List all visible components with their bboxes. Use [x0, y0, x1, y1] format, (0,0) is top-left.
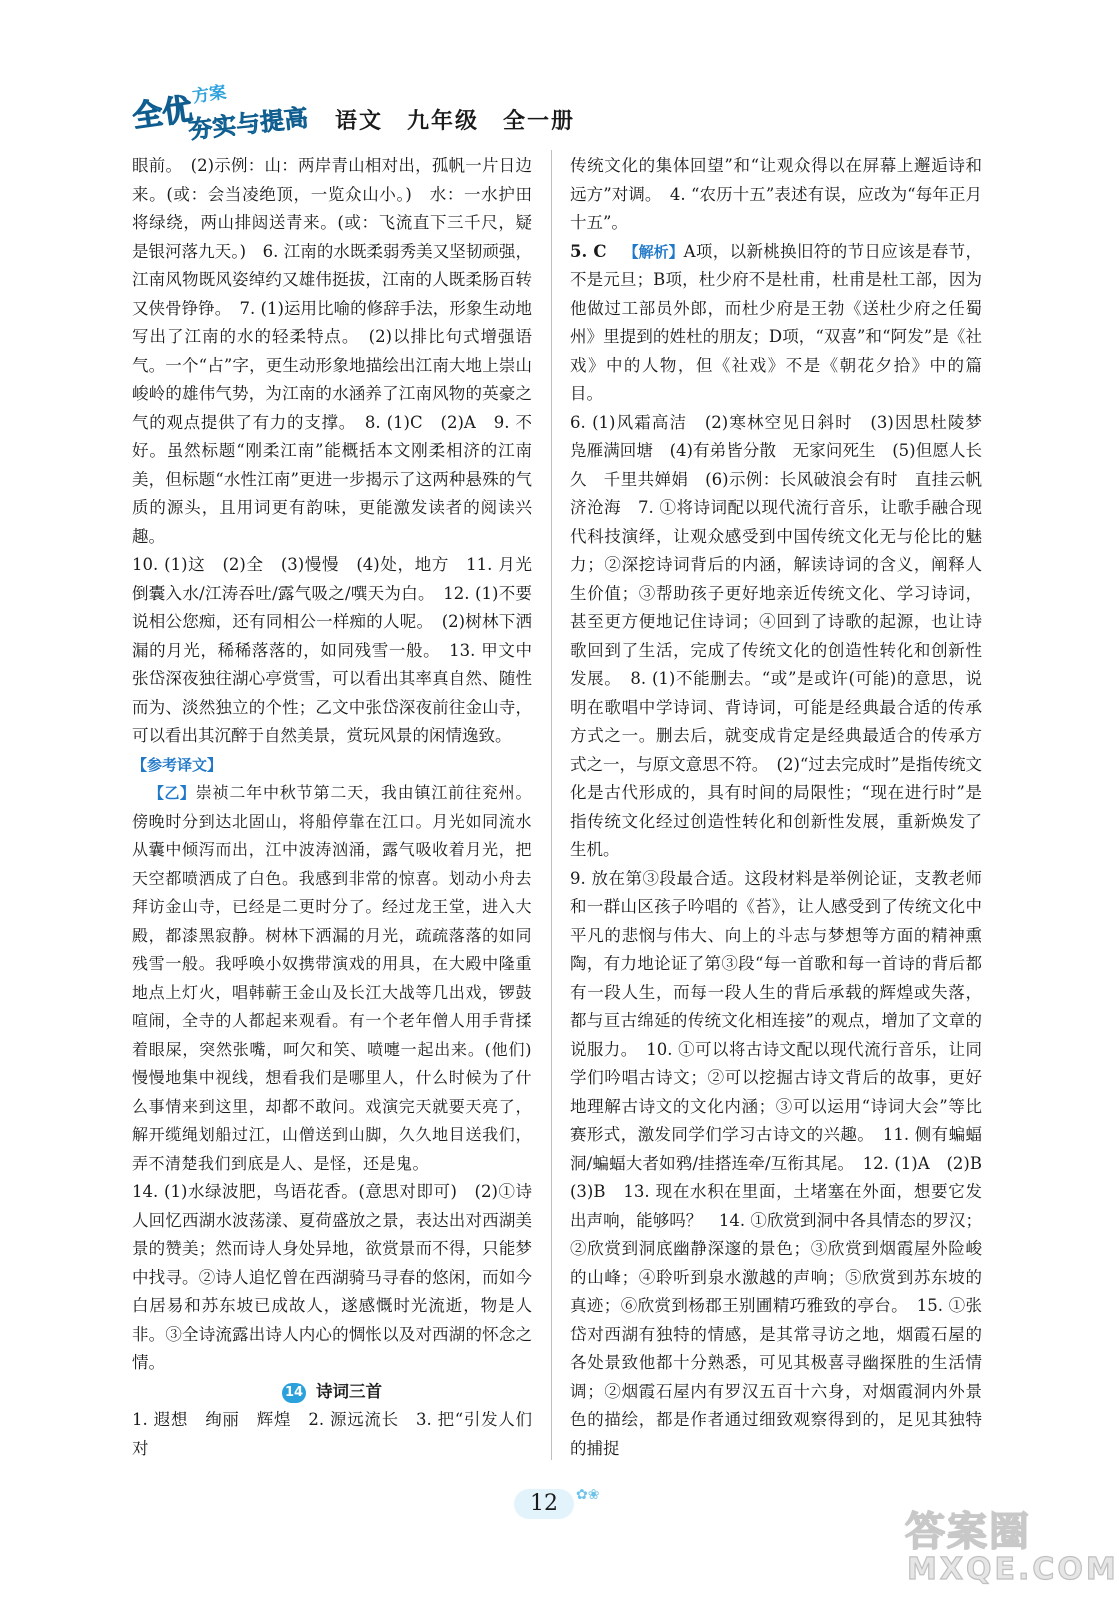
book-title: 语文 九年级 全一册 [335, 109, 576, 134]
column-divider [551, 150, 552, 1460]
answer-paragraph: 传统文化的集体回望”和“让观众得以在屏幕上邂逅诗和远方”对调。 4. “农历十五”表述有误，应改为“每年正月十五”。 [570, 156, 982, 232]
watermark-text-en: MXQE.COM [907, 1552, 1119, 1587]
logo-text-sub2: 夯实与提高 [187, 103, 310, 145]
answer-paragraph: 10. (1)这 (2)全 (3)慢慢 (4)处，地方 11. 月光倒囊入水/江涛吞吐/露气吸之/噀天为白。 12. (1)不要说相公您痴，还有同相公一样痴的人呢。 (2)树林下洒漏的月光，稀稀落落的，如同残雪一般。 13. 甲文中张岱深夜独往湖心亭赏雪，可以看出其率真自然、随性而为、淡然独立的个性；乙文中张岱深夜前往金山寺，可以看出其沉醉于自然美景，赏玩风景的闲情逸致。 [132, 555, 532, 745]
left-column [132, 152, 532, 1463]
logo-text-sub1: 方案 [191, 82, 228, 108]
watermark-logo [905, 1500, 1119, 1592]
section-number-badge: 14 [282, 1383, 306, 1403]
answer-paragraph: 14. (1)水绿波肥，鸟语花香。(意思对即可) (2)①诗人回忆西湖水波荡漾、夏荷盛放之景，表达出对西湖美景的赞美；然而诗人身处异地，欲赏景而不得，只能梦中找寻。②诗人追忆曾在西湖骑马寻春的悠闲，而如今白居易和苏东坡已成故人，遂感慨时光流逝，物是人非。③全诗流露出诗人内心的惆怅以及对西湖的怀念之情。 [132, 1182, 532, 1372]
translation-text: 崇祯二年中秋节第二天，我由镇江前往兖州。傍晚时分到达北固山，将船停靠在江口。月光如同流水从囊中倾泻而出，江中波涛汹涌，露气吸收着月光，把天空都喷洒成了白色。我感到非常的惊喜。划动小舟去拜访金山寺，已经是二更时分了。经过龙王堂，进入大殿，都漆黑寂静。树林下洒漏的月光，疏疏落落的如同残雪一般。我呼唤小奴携带演戏的用具，在大殿中隆重地点上灯火，唱韩蕲王金山及长江大战等几出戏，锣鼓喧闹，全寺的人都起来观看。有一个老年僧人用手背揉着眼屎，突然张嘴，呵欠和笑、喷嚏一起出来。(他们)慢慢地集中视线，想看我们是哪里人，什么时候为了什么事情来到这里，却都不敢问。戏演完天就要天亮了，解开缆绳划船过江，山僧送到山脚，久久地目送我们，弄不清楚我们到底是人、是怪，还是鬼。 [132, 783, 532, 1173]
translation-paragraph [132, 779, 532, 1178]
flower-decoration-icon: ✿❀ [576, 1487, 600, 1503]
answer-paragraph: 6. (1)风霜高洁 (2)寒林空见日斜时 (3)因思杜陵梦 凫雁满回塘 (4)有弟皆分散 无家问死生 (5)但愿人长久 千里共婵娟 (6)示例：长风破浪会有时 直挂云帆济沧海 7. ①将诗词配以现代流行音乐，让歌手融合现代科技演绎，让观众感受到中国传统文化无与伦比的魅力；②深挖诗词背后的内涵，解读诗词的含义，阐释人生价值；③帮助孩子更好地亲近传统文化、学习诗词，甚至更方便地记住诗词；④回到了诗歌的起源，也让诗歌回到了生活，完成了传统文化的创造性转化和创新性发展。 8. (1)不能删去。“或”是或许(可能)的意思，说明在歌唱中学诗词、背诗词，可能是经典最合适的传承方式之一。删去后，就变成肯定是经典最适合的传承方式之一，与原文意思不符。 (2)“过去完成时”是指传统文化是古代形成的，具有时间的局限性；“现在进行时”是指传统文化经过创造性转化和创新性发展，重新焕发了生机。 [570, 412, 999, 859]
brand-logo [130, 78, 320, 144]
answer-paragraph: 9. 放在第③段最合适。这段材料是举例论证，支教老师和一群山区孩子吟唱的《苔》，让人感受到了传统文化中平凡的悲悯与伟大、向上的斗志与梦想等方面的精神熏陶，有力地论证了第③段“每一首歌和每一首诗的背后都有一段人生，而每一段人生的背后承载的辉煌或失落，都与亘古绵延的传统文化相连接”的观点，增加了文章的说服力。 10. ①可以将古诗文配以现代流行音乐，让同学们吟唱古诗文；②可以挖掘古诗文背后的故事，更好地理解古诗文的文化内涵；③可以运用“诗词大会”等比赛形式，激发同学们学习古诗文的兴趣。 11. 侧有蝙蝠洞/蝙蝠大者如鸦/挂搭连牵/互衔其尾。 12. (1)A (2)B (3)B 13. 现在水积在里面，土堵塞在外面，想要它发出声响，能够吗？ 14. ①欣赏到洞中各具情态的罗汉；②欣赏到洞底幽静深邃的景色；③欣赏到烟霞屋外险峻的山峰；④聆听到泉水激越的声响；⑤欣赏到苏东坡的真迹；⑥欣赏到杨郡王别圃精巧雅致的亭台。 15. ①张岱对西湖有独特的情感，是其常寻访之地，烟霞石屋的各处景致他都十分熟悉，可见其极喜寻幽探胜的生活情调；②烟霞石屋内有罗汉五百十六身，对烟霞洞内外景色的描绘，都是作者通过细致观察得到的，足见其独特的捕捉 [570, 868, 999, 1458]
analysis-text: A项，以新桃换旧符的节日应该是春节，不是元旦；B项，杜少府不是杜甫，杜甫是杜工部，因为他做过工部员外郎，而杜少府是王勃《送杜少府之任蜀州》里提到的姓杜的朋友；D项，“双喜”和“阿发”是《社戏》中的人物，但《社戏》不是《朝花夕拾》中的篇目。 [570, 241, 982, 403]
translation-tag: 【乙】 [148, 784, 196, 802]
reference-translation-label: 【参考译文】 [132, 755, 223, 774]
watermark-text-cn: 答案圈 [905, 1509, 1031, 1555]
answer-paragraph: 1. 遐想 绚丽 辉煌 2. 源远流长 3. 把“引发人们对 [132, 1410, 532, 1458]
page-number-area [510, 1485, 600, 1525]
analysis-tag: 【解析】 [623, 242, 684, 261]
page-header [130, 78, 650, 158]
section-heading [132, 1378, 532, 1407]
answer-paragraph [570, 238, 982, 409]
page-number: 12 [530, 1491, 558, 1516]
logo-text-main: 全优 [130, 91, 195, 135]
section-title: 诗词三首 [316, 1381, 382, 1401]
answer-number: 5. C [570, 241, 607, 261]
right-column [570, 152, 999, 1463]
answer-paragraph: 眼前。 (2)示例：山：两岸青山相对出，孤帆一片日边来。(或：会当凌绝顶，一览众山小。) 水：一水护田将绿绕，两山排闼送青来。(或：飞流直下三千尺，疑是银河落九天。) 6. 江南的水既柔弱秀美又坚韧顽强，江南风物既风姿绰约又雄伟挺拔，江南的人既柔肠百转又侠骨铮铮。 7. (1)运用比喻的修辞手法，形象生动地写出了江南的水的轻柔特点。 (2)以排比句式增强语气。一个“占”字，更生动形象地描绘出江南大地上崇山峻岭的雄伟气势，为江南的水涵养了江南风物的英豪之气的观点提供了有力的支撑。 8. (1)C (2)A 9. 不好。虽然标题“刚柔江南”能概括本文刚柔相济的江南美，但标题“水性江南”更进一步揭示了这两种悬殊的气质的源头，且用词更有韵味，更能激发读者的阅读兴趣。 [132, 156, 532, 546]
